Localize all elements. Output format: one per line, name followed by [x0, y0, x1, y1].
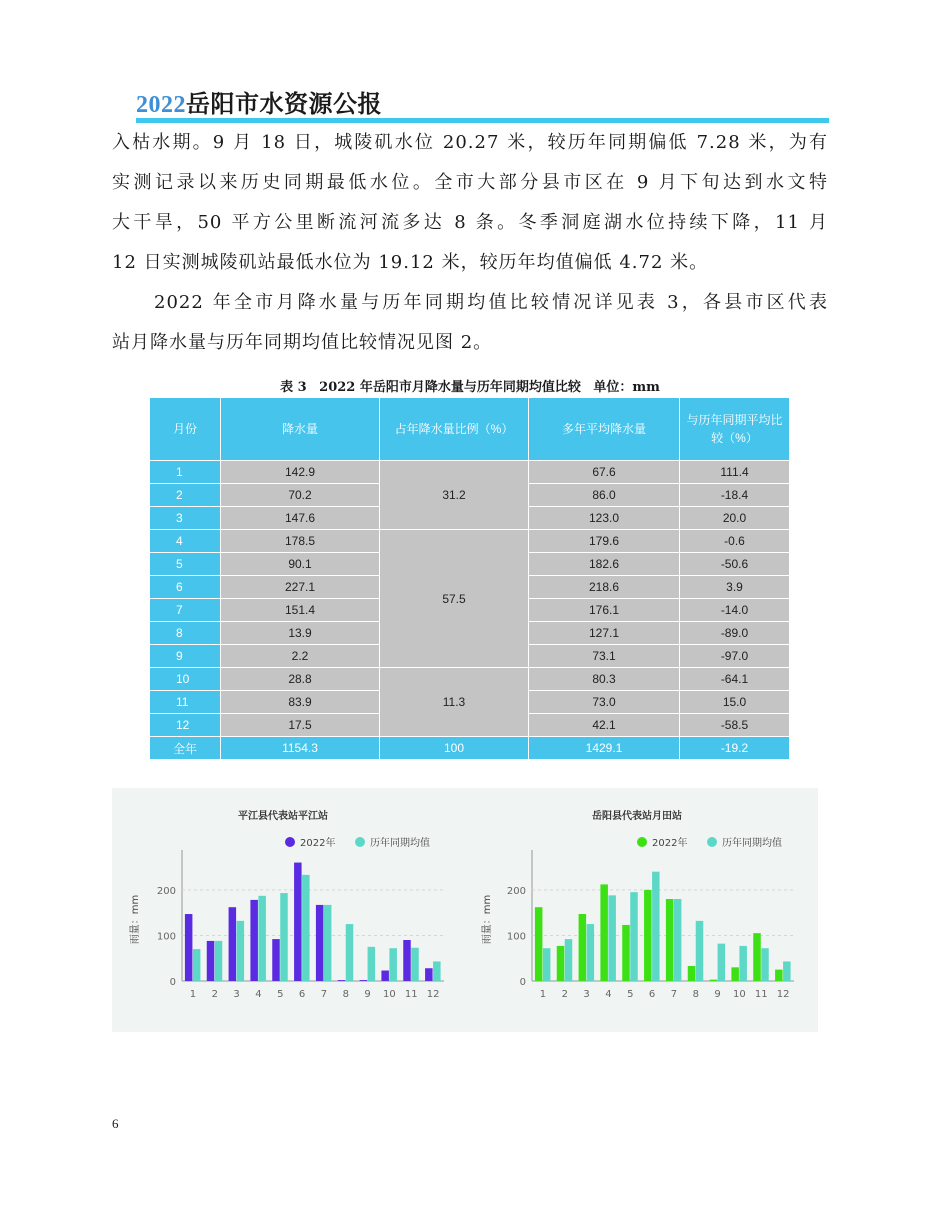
cell-average: 73.0	[529, 691, 680, 714]
report-name: 岳阳市水资源公报	[186, 89, 382, 118]
cell-month: 6	[150, 576, 221, 599]
cell-share: 31.2	[380, 461, 529, 530]
cell-comparison: -89.0	[680, 622, 790, 645]
cell-month: 4	[150, 530, 221, 553]
cell-average: 176.1	[529, 599, 680, 622]
x-tick-label: 10	[733, 989, 746, 1000]
x-tick-label: 9	[364, 989, 371, 1000]
cell-comparison: -97.0	[680, 645, 790, 668]
x-tick-label: 8	[692, 989, 699, 1000]
legend-label: 2022年	[300, 838, 336, 849]
chart-title: 平江县代表站平江站	[238, 811, 328, 822]
bar-average	[630, 892, 638, 981]
bar-average	[761, 948, 769, 981]
bar-current	[185, 914, 193, 981]
x-tick-label: 6	[298, 989, 306, 1000]
table-row	[150, 461, 790, 484]
y-axis-label: 雨量：mm	[130, 894, 141, 945]
bar-current	[666, 899, 674, 981]
cell-rainfall: 147.6	[221, 507, 380, 530]
bar-current	[644, 890, 652, 981]
cell-month: 9	[150, 645, 221, 668]
bar-average	[346, 924, 354, 981]
bar-current	[600, 884, 608, 981]
bar-current	[579, 914, 587, 981]
paragraph-table-intro	[112, 283, 828, 363]
table-row	[150, 530, 790, 553]
x-tick-label: 11	[754, 989, 768, 1000]
table-caption-unit: 单位：mm	[593, 380, 660, 395]
cell-rainfall: 142.9	[221, 461, 380, 484]
cell-average: 80.3	[529, 668, 680, 691]
monthly-rainfall-table	[149, 397, 790, 760]
bar-average	[389, 948, 397, 981]
bar-average	[608, 895, 616, 981]
cell-month: 1	[150, 461, 221, 484]
bar-current	[229, 907, 237, 981]
x-tick-label: 5	[627, 989, 634, 1000]
col-header-month: 月份	[150, 398, 221, 461]
cell-month: 7	[150, 599, 221, 622]
legend-swatch	[637, 837, 647, 847]
bar-average	[411, 948, 419, 981]
col-header-share: 占年降水量比例（%）	[380, 398, 529, 461]
x-tick-label: 5	[277, 989, 284, 1000]
cell-month: 11	[150, 691, 221, 714]
cell-total-average: 1429.1	[529, 737, 680, 760]
table-caption-title: 2022 年岳阳市月降水量与历年同期均值比较	[319, 380, 581, 395]
bar-average	[587, 924, 595, 981]
report-year: 2022	[136, 92, 186, 118]
bar-average	[302, 875, 310, 981]
cell-average: 42.1	[529, 714, 680, 737]
cell-total-label: 全年	[150, 737, 221, 760]
bar-current	[403, 940, 411, 981]
y-tick-label: 0	[169, 977, 176, 988]
cell-rainfall: 90.1	[221, 553, 380, 576]
cell-rainfall: 178.5	[221, 530, 380, 553]
cell-rainfall: 227.1	[221, 576, 380, 599]
x-tick-label: 3	[583, 989, 590, 1000]
paragraph-line: 2022 年全市月降水量与历年同期均值比较情况详见表 3，各县市区代表	[154, 292, 828, 313]
x-tick-label: 7	[670, 989, 678, 1000]
bar-current	[207, 941, 215, 981]
cell-rainfall: 17.5	[221, 714, 380, 737]
bar-current	[688, 966, 696, 981]
x-tick-label: 7	[320, 989, 328, 1000]
bar-average	[674, 899, 682, 981]
x-tick-label: 2	[561, 989, 568, 1000]
cell-comparison: 3.9	[680, 576, 790, 599]
cell-average: 73.1	[529, 645, 680, 668]
bar-current	[710, 980, 718, 981]
y-tick-label: 200	[156, 885, 176, 897]
paragraph-line: 实测记录以来历史同期最低水位。全市大部分县市区在 9 月下旬达到水文特	[112, 172, 828, 193]
cell-rainfall: 2.2	[221, 645, 380, 668]
cell-month: 3	[150, 507, 221, 530]
bar-average	[237, 921, 245, 981]
x-tick-label: 1	[189, 989, 197, 1000]
cell-comparison: 20.0	[680, 507, 790, 530]
page-header	[136, 82, 829, 122]
cell-comparison: -14.0	[680, 599, 790, 622]
table-total-row	[150, 737, 790, 760]
cell-month: 10	[150, 668, 221, 691]
bar-current	[250, 900, 258, 981]
legend-swatch	[355, 837, 365, 847]
cell-month: 12	[150, 714, 221, 737]
bar-current	[381, 971, 389, 981]
cell-average: 67.6	[529, 461, 680, 484]
legend-swatch	[707, 837, 717, 847]
bar-current	[272, 939, 280, 981]
col-header-rainfall: 降水量	[221, 398, 380, 461]
y-tick-label: 0	[519, 977, 526, 988]
x-tick-label: 3	[233, 989, 240, 1000]
cell-average: 218.6	[529, 576, 680, 599]
cell-total-rainfall: 1154.3	[221, 737, 380, 760]
bar-average	[783, 961, 791, 981]
charts-canvas	[112, 788, 818, 1032]
x-tick-label: 4	[605, 989, 612, 1000]
cell-comparison: 111.4	[680, 461, 790, 484]
cell-total-comparison: -19.2	[680, 737, 790, 760]
x-tick-label: 12	[776, 989, 790, 1000]
cell-rainfall: 151.4	[221, 599, 380, 622]
table-header-row	[150, 398, 790, 461]
bar-average	[543, 948, 551, 981]
paragraph-line: 12 日实测城陵矶站最低水位为 19.12 米，较历年均值偏低 4.72 米。	[112, 252, 709, 273]
cell-average: 179.6	[529, 530, 680, 553]
bar-average	[368, 947, 376, 981]
x-tick-label: 8	[342, 989, 349, 1000]
paragraph-line: 大干旱，50 平方公里断流河流多达 8 条。冬季洞庭湖水位持续下降，11 月	[112, 212, 828, 233]
bar-current	[338, 980, 346, 981]
cell-rainfall: 13.9	[221, 622, 380, 645]
table-body	[150, 461, 790, 760]
cell-total-share: 100	[380, 737, 529, 760]
cell-comparison: 15.0	[680, 691, 790, 714]
col-header-average: 多年平均降水量	[529, 398, 680, 461]
bar-current	[294, 863, 302, 981]
x-tick-label: 4	[255, 989, 262, 1000]
y-axis-label: 雨量：mm	[482, 894, 493, 945]
y-tick-label: 200	[506, 885, 526, 897]
bar-average	[215, 941, 223, 981]
y-tick-label: 100	[156, 931, 176, 943]
legend-label: 2022年	[652, 838, 688, 849]
bar-average	[193, 949, 201, 981]
bar-average	[739, 946, 747, 981]
legend-label: 历年同期均值	[722, 838, 782, 849]
cell-rainfall: 83.9	[221, 691, 380, 714]
cell-month: 5	[150, 553, 221, 576]
bar-current	[775, 970, 783, 981]
x-tick-label: 10	[383, 989, 396, 1000]
report-title	[136, 84, 382, 119]
legend-swatch	[285, 837, 295, 847]
cell-average: 123.0	[529, 507, 680, 530]
cell-average: 86.0	[529, 484, 680, 507]
table-caption-id: 表 3	[280, 380, 307, 395]
paragraph-line: 站月降水量与历年同期均值比较情况见图 2。	[112, 332, 493, 353]
bar-current	[360, 980, 368, 981]
y-tick-label: 100	[506, 931, 526, 943]
cell-month: 8	[150, 622, 221, 645]
bar-average	[696, 921, 704, 981]
bar-average	[718, 944, 726, 981]
bar-average	[324, 905, 332, 981]
cell-month: 2	[150, 484, 221, 507]
table-caption	[150, 376, 790, 395]
cell-comparison: -58.5	[680, 714, 790, 737]
cell-comparison: -64.1	[680, 668, 790, 691]
bar-current	[731, 967, 739, 981]
bar-average	[652, 872, 660, 981]
x-tick-label: 9	[714, 989, 721, 1000]
cell-share: 11.3	[380, 668, 529, 737]
paragraph-dry-season	[112, 123, 828, 283]
bar-average	[280, 893, 288, 981]
paragraph-line: 入枯水期。9 月 18 日，城陵矶水位 20.27 米，较历年同期偏低 7.28 米，为有	[112, 132, 828, 153]
x-tick-label: 6	[648, 989, 656, 1000]
cell-share: 57.5	[380, 530, 529, 668]
cell-rainfall: 70.2	[221, 484, 380, 507]
cell-average: 182.6	[529, 553, 680, 576]
bar-current	[316, 905, 324, 981]
cell-average: 127.1	[529, 622, 680, 645]
cell-rainfall: 28.8	[221, 668, 380, 691]
bar-average	[433, 961, 441, 981]
col-header-comparison: 与历年同期平均比较（%）	[680, 398, 790, 461]
bar-current	[622, 925, 630, 981]
bar-average	[258, 896, 266, 981]
bar-average	[565, 939, 573, 981]
figure-station-charts	[112, 788, 818, 1032]
page-number: 6	[112, 1116, 119, 1131]
legend-label: 历年同期均值	[370, 838, 430, 849]
cell-comparison: -50.6	[680, 553, 790, 576]
x-tick-label: 2	[211, 989, 218, 1000]
bar-current	[557, 946, 565, 981]
chart-title: 岳阳县代表站月田站	[592, 811, 682, 822]
table-row	[150, 668, 790, 691]
x-tick-label: 11	[404, 989, 418, 1000]
bar-current	[425, 968, 433, 981]
x-tick-label: 1	[539, 989, 547, 1000]
cell-comparison: -0.6	[680, 530, 790, 553]
x-tick-label: 12	[426, 989, 440, 1000]
cell-comparison: -18.4	[680, 484, 790, 507]
bar-current	[753, 933, 761, 981]
bar-current	[535, 907, 543, 981]
